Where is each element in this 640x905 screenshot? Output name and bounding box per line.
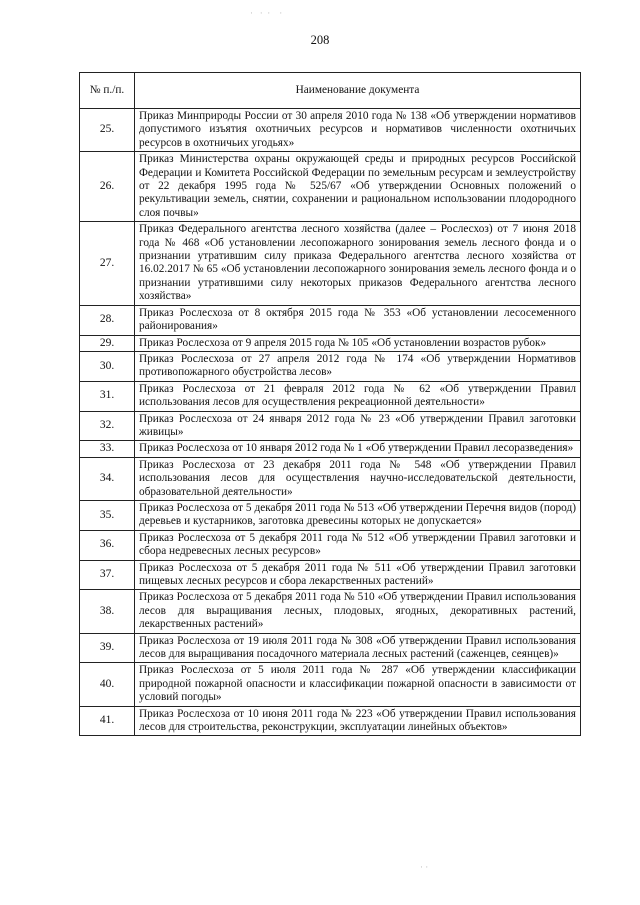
scan-noise: · · <box>420 862 429 872</box>
document-title: Приказ Рослесхоза от 9 апреля 2015 года № 105 «Об установлении возрастов рубок» <box>135 335 581 351</box>
document-title: Приказ Рослесхоза от 8 октября 2015 года № 353 «Об установлении лесосеменного районирования» <box>135 305 581 335</box>
row-number: 28. <box>80 305 135 335</box>
document-title: Приказ Рослесхоза от 24 января 2012 года № 23 «Об утверждении Правил заготовки живицы» <box>135 411 581 441</box>
table-row <box>80 457 581 500</box>
row-number: 29. <box>80 335 135 351</box>
document-title: Приказ Рослесхоза от 5 июля 2011 года № 287 «Об утверждении классификации природной пожарной опасности и классификации пожарной опасности в зависимости от условий погоды» <box>135 663 581 706</box>
table-row <box>80 411 581 441</box>
row-number: 37. <box>80 560 135 590</box>
table-row <box>80 381 581 411</box>
table-row <box>80 351 581 381</box>
row-number: 31. <box>80 381 135 411</box>
table-row <box>80 441 581 457</box>
row-number: 39. <box>80 633 135 663</box>
document-title: Приказ Рослесхоза от 10 июня 2011 года № 223 «Об утверждении Правил использования лесов для строительства, реконструкции, эксплуатации линейных объектов» <box>135 706 581 736</box>
table-row <box>80 560 581 590</box>
header-number: № п./п. <box>80 73 135 109</box>
document-title: Приказ Рослесхоза от 5 декабря 2011 года № 512 «Об утверждении Правил заготовки и сбора недревесных лесных ресурсов» <box>135 530 581 560</box>
table-row <box>80 222 581 305</box>
document-title: Приказ Министерства охраны окружающей среды и природных ресурсов Российской Федерации и Комитета Российской Федерации по земельным ресурсам и землеустройству от 22 декабря 1995 года № 525/67 «Об утверждении Основных положений о рекультивации земель, снятии, сохранении и рациональном использовании плодородного слоя почвы» <box>135 152 581 222</box>
table-header-row <box>80 73 581 109</box>
row-number: 40. <box>80 663 135 706</box>
table-row <box>80 530 581 560</box>
row-number: 33. <box>80 441 135 457</box>
page-number: 208 <box>310 33 330 47</box>
document-title: Приказ Минприроды России от 30 апреля 2010 года № 138 «Об утверждении нормативов допустимого изъятия охотничьих ресурсов и нормативов численности охотничьих ресурсов в охотничьих угодьях» <box>135 109 581 152</box>
table-row <box>80 109 581 152</box>
document-title: Приказ Федерального агентства лесного хозяйства (далее – Рослесхоз) от 7 июня 2018 года № 468 «Об установлении лесопожарного зонирования земель лесного фонда и о признании утратившим силу приказа Федерального агентства лесного хозяйства от 16.02.2017 № 65 «Об установлении лесопожарного зонирования земель лесного фонда и о признании утратившими силу некоторых приказов Федерального агентства лесного хозяйства» <box>135 222 581 305</box>
table-row <box>80 663 581 706</box>
row-number: 41. <box>80 706 135 736</box>
document-title: Приказ Рослесхоза от 5 декабря 2011 года № 513 «Об утверждении Перечня видов (пород) деревьев и кустарников, заготовка древесины которых не допускается» <box>135 500 581 530</box>
document-title: Приказ Рослесхоза от 23 декабря 2011 года № 548 «Об утверждении Правил использования лесов для осуществления научно-исследовательской деятельности, образовательной деятельности» <box>135 457 581 500</box>
header-name: Наименование документа <box>135 73 581 109</box>
document-title: Приказ Рослесхоза от 5 декабря 2011 года № 510 «Об утверждении Правил использования лесов для выращивания лесных, плодовых, ягодных, декоративных растений, лекарственных растений» <box>135 590 581 633</box>
table-row <box>80 590 581 633</box>
row-number: 30. <box>80 351 135 381</box>
document-title: Приказ Рослесхоза от 19 июля 2011 года № 308 «Об утверждении Правил использования лесов для выращивания посадочного материала лесных растений (саженцев, сеянцев)» <box>135 633 581 663</box>
row-number: 25. <box>80 109 135 152</box>
table-row <box>80 335 581 351</box>
document-title: Приказ Рослесхоза от 10 января 2012 года № 1 «Об утверждении Правил лесоразведения» <box>135 441 581 457</box>
table-row <box>80 305 581 335</box>
table-body <box>80 109 581 736</box>
row-number: 35. <box>80 500 135 530</box>
row-number: 26. <box>80 152 135 222</box>
documents-table <box>79 72 581 736</box>
table-row <box>80 633 581 663</box>
row-number: 38. <box>80 590 135 633</box>
row-number: 27. <box>80 222 135 305</box>
document-title: Приказ Рослесхоза от 27 апреля 2012 года № 174 «Об утверждении Нормативов противопожарного обустройства лесов» <box>135 351 581 381</box>
table-row <box>80 152 581 222</box>
row-number: 34. <box>80 457 135 500</box>
document-title: Приказ Рослесхоза от 21 февраля 2012 года № 62 «Об утверждении Правил использования лесов для осуществления рекреационной деятельности» <box>135 381 581 411</box>
table-row <box>80 500 581 530</box>
table-row <box>80 706 581 736</box>
scan-noise: · · · · <box>250 8 283 18</box>
row-number: 32. <box>80 411 135 441</box>
row-number: 36. <box>80 530 135 560</box>
document-title: Приказ Рослесхоза от 5 декабря 2011 года № 511 «Об утверждении Правил заготовки пищевых лесных ресурсов и сбора лекарственных растений» <box>135 560 581 590</box>
